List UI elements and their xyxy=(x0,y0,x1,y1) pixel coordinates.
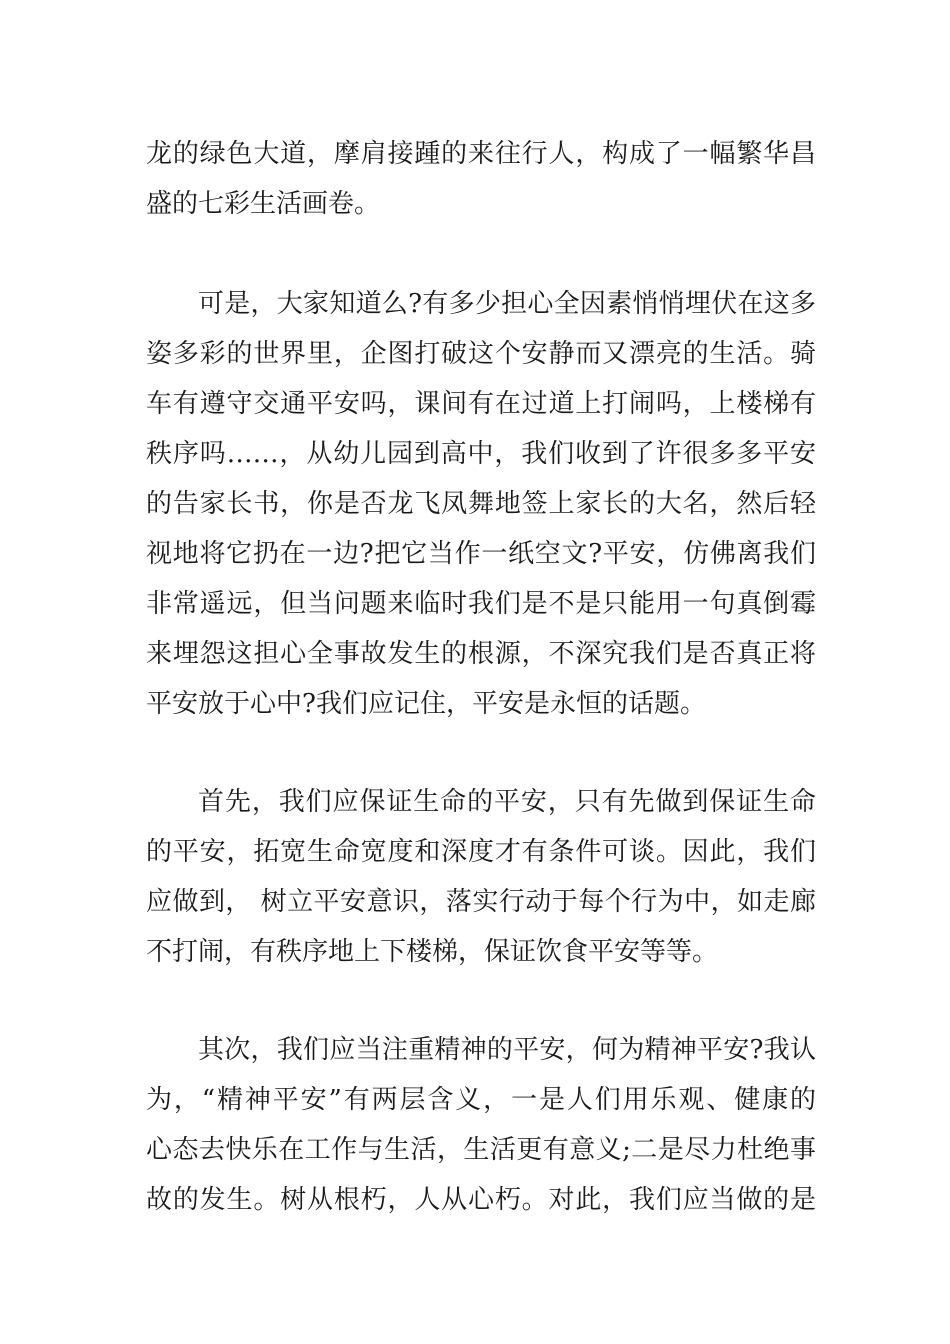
paragraph-4-line-3: 心态去快乐在工作与生活，生活更有意义;二是尽力杜绝事 xyxy=(146,1135,816,1165)
paragraph-2-line-7: 非常遥远，但当问题来临时我们是不是只能用一句真倒霉 xyxy=(146,589,816,619)
paragraph-2-line-2: 姿多彩的世界里，企图打破这个安静而又漂亮的生活。骑 xyxy=(146,339,816,369)
paragraph-3-line-1: 首先，我们应保证生命的平安，只有先做到保证生命 xyxy=(198,787,816,817)
paragraph-2-line-8: 来埋怨这担心全事故发生的根源，不深究我们是否真正将 xyxy=(146,639,816,669)
paragraph-2-line-9: 平安放于心中?我们应记住，平安是永恒的话题。 xyxy=(146,689,706,719)
paragraph-2-line-5: 的告家长书，你是否龙飞凤舞地签上家长的大名，然后轻 xyxy=(146,489,816,519)
paragraph-1-line-2: 盛的七彩生活画卷。 xyxy=(146,189,381,219)
paragraph-4-line-2: 为，“精神平安”有两层含义，一是人们用乐观、健康的 xyxy=(146,1085,816,1115)
paragraph-1-line-1: 龙的绿色大道，摩肩接踵的来往行人，构成了一幅繁华昌 xyxy=(146,139,816,169)
paragraph-3-line-4: 不打闹，有秩序地上下楼梯，保证饮食平安等等。 xyxy=(146,937,719,967)
paragraph-2-line-1: 可是，大家知道么?有多少担心全因素悄悄埋伏在这多 xyxy=(198,289,816,319)
paragraph-2-line-3: 车有遵守交通平安吗，课间有在过道上打闹吗，上楼梯有 xyxy=(146,389,816,419)
paragraph-3-line-2: 的平安，拓宽生命宽度和深度才有条件可谈。因此，我们 xyxy=(146,837,816,867)
paragraph-3-line-3: 应做到， 树立平安意识，落实行动于每个行为中，如走廊 xyxy=(146,887,816,917)
paragraph-2-line-6: 视地将它扔在一边?把它当作一纸空文?平安，仿佛离我们 xyxy=(146,539,816,569)
paragraph-2-line-4: 秩序吗……，从幼儿园到高中，我们收到了许很多多平安 xyxy=(146,439,816,469)
paragraph-4-line-1: 其次，我们应当注重精神的平安，何为精神平安?我认 xyxy=(198,1035,816,1065)
paragraph-4-line-4: 故的发生。树从根朽，人从心朽。对此，我们应当做的是 xyxy=(146,1185,816,1215)
